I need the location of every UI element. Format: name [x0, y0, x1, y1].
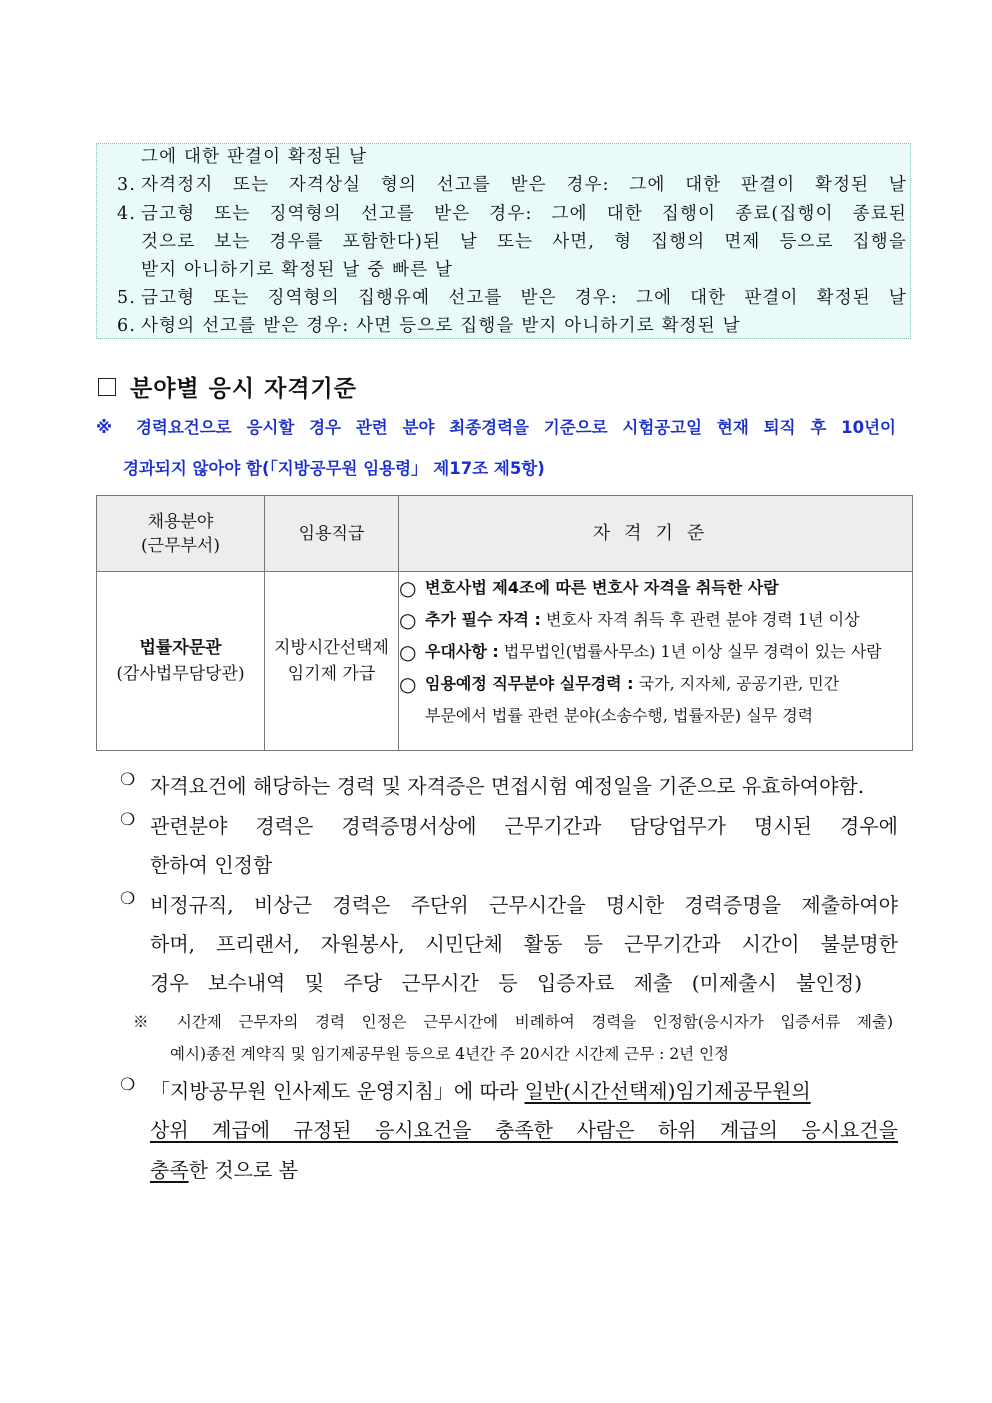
criteria-item: ○ 임용예정 직무분야 실무경력 : 국가, 지자체, 공공기관, 민간 — [399, 668, 912, 700]
section-heading: 분야별 응시 자격기준 — [98, 370, 357, 403]
note-line: 예시)종전 계약직 및 임기제공무원 등으로 4년간 주 20시간 시간제 근무 : 2년 인정 — [170, 1045, 730, 1063]
circle-bullet-icon: ❍ — [120, 770, 136, 790]
field-cell: 법률자문관 (감사법무담당관) — [97, 572, 265, 751]
header-criteria: 자격기준 — [399, 496, 913, 572]
checkbox-square-icon — [98, 378, 116, 396]
grade-cell: 지방시간선택제 임기제 가급 — [265, 572, 399, 751]
table-header-row — [97, 496, 913, 572]
table-row — [97, 572, 913, 751]
circle-bullet-icon: ❍ — [120, 810, 136, 830]
notice-line: 경과되지 않아야 함(「지방공무원 임용령」 제17조 제5항) — [123, 459, 545, 478]
criteria-item: ○ 변호사법 제4조에 따른 변호사 자격을 취득한 사람 — [399, 572, 912, 604]
header-grade: 임용직급 — [265, 496, 399, 572]
criteria-item: ○ 우대사항 : 법무법인(법률사무소) 1년 이상 실무 경력이 있는 사람 — [399, 636, 912, 668]
circle-bullet-icon: ○ — [399, 576, 417, 600]
disqualification-continuation-box: 그에 대한 판결이 확정된 날 3. 자격정지 또는 자격상실 형의 선고를 받은 경우: 그에 대한 판결이 확정된 날 4. 금고형 또는 징역형의 선고를 받은 경우: 그에 대한 집행이 종료(집행이 종료된 것으로 보는 경우를 포함한다)된 날 또는 사면, 형 집행의 면제 등으로 집행을 받지 아니하기로 확정된 날 중 빠른 날 5. 금고형 또는 징역형의 집행유예 선고를 받은 경우: 그에 대한 판결이 확정된 날 6. 사형의 선고를 받은 경우: 사면 등으로 집행을 받지 아니하기로 확정된 날 — [96, 143, 911, 339]
note-line: ※ 시간제 근무자의 경력 인정은 근무시간에 비례하여 경력을 인정함(응시자가 입증서류 제출) — [133, 1013, 893, 1031]
circle-bullet-icon: ❍ — [120, 889, 136, 909]
criteria-item: ○ 추가 필수 자격 : 변호사 자격 취득 후 관련 분야 경력 1년 이상 — [399, 604, 912, 636]
circle-bullet-icon: ○ — [399, 672, 417, 696]
circle-bullet-icon: ❍ — [120, 1075, 136, 1095]
criteria-item-cont: 부문에서 법률 관련 분야(소송수행, 법률자문) 실무 경력 — [425, 706, 814, 725]
criteria-cell — [399, 572, 913, 751]
notice-line: ※ 경력요건으로 응시할 경우 관련 분야 최종경력을 기준으로 시험공고일 현재 퇴직 후 10년이 — [96, 418, 896, 437]
circle-bullet-icon: ○ — [399, 640, 417, 664]
header-field: 채용분야 (근무부서) — [97, 496, 265, 572]
circle-bullet-icon: ○ — [399, 608, 417, 632]
qualification-table — [96, 495, 913, 751]
